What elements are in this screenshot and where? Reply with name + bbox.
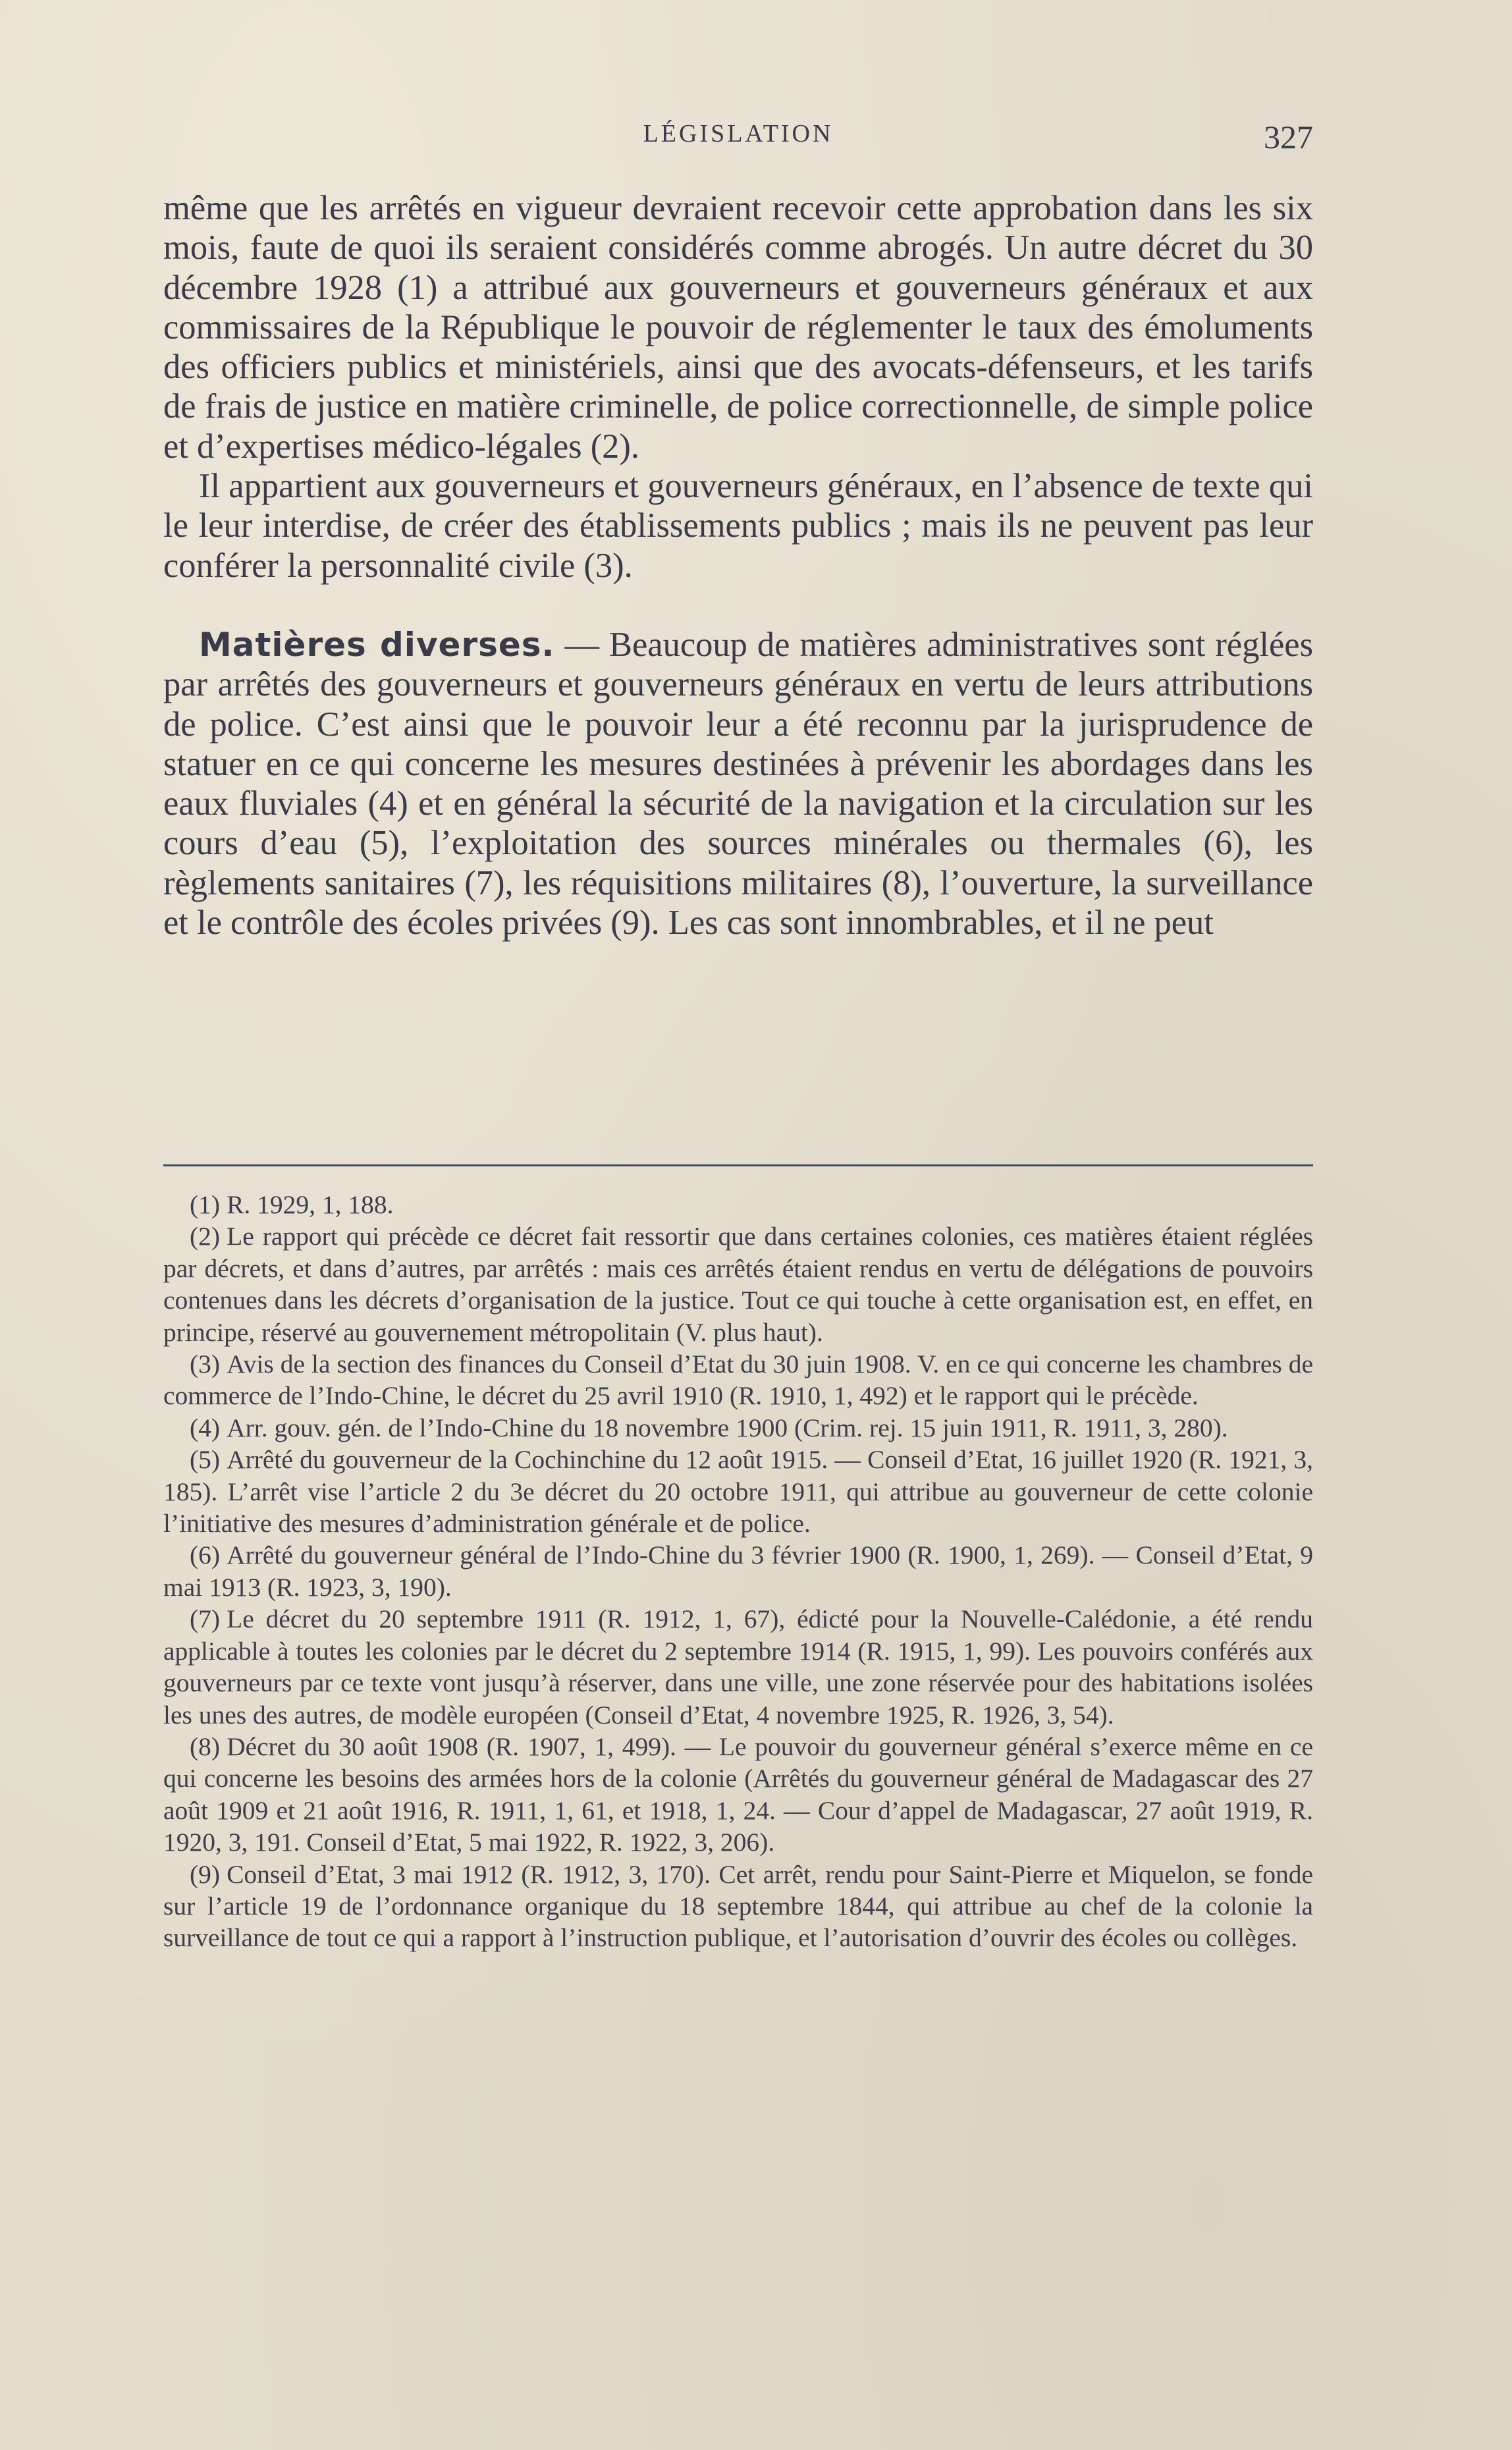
- footnote: [163, 1859, 1313, 1954]
- footnote-text: Arrêté du gouverneur général de l’Indo-Chine du 3 février 1900 (R. 1900, 1, 269). — Conseil d’Etat, 9 mai 1913 (R. 1923, 3, 190).: [163, 1540, 1313, 1602]
- footnote-marker: (5): [190, 1445, 221, 1475]
- section-heading: Matières diverses.: [199, 625, 555, 664]
- footnotes: [163, 1189, 1313, 1954]
- main-text: [163, 188, 1313, 942]
- footnote-text: Arrêté du gouverneur de la Cochinchine du 12 août 1915. — Conseil d’Etat, 16 juillet 1920 (R. 1921, 3, 185). L’arrêt vise l’article 2 du 3e décret du 20 octobre 1911, qui attribue au gouverneur de cette colonie l’initiative des mesures d’administration générale et de police.: [163, 1445, 1313, 1538]
- running-head: [163, 117, 1313, 157]
- footnote-text: Arr. gouv. gén. de l’Indo-Chine du 18 novembre 1900 (Crim. rej. 15 juin 1911, R. 1911, 3, 280).: [227, 1413, 1228, 1442]
- footnote-marker: (6): [190, 1540, 221, 1570]
- footnote-text: R. 1929, 1, 188.: [227, 1190, 394, 1219]
- footnote-text: Le décret du 20 septembre 1911 (R. 1912, 1, 67), édicté pour la Nouvelle-Calédonie, a été rendu applicable à toutes les colonies par le décret du 2 septembre 1914 (R. 1915, 1, 99). Les pouvoirs conférés aux gouverneurs par ce texte vont jusqu’à réserver, dans une ville, une zone réservée pour des habitations isolées les unes des autres, de modèle européen (Conseil d’Etat, 4 novembre 1925, R. 1926, 3, 54).: [163, 1604, 1313, 1729]
- footnote-text: Décret du 30 août 1908 (R. 1907, 1, 499). — Le pouvoir du gouverneur général s’exerce même en ce qui concerne les besoins des armées hors de la colonie (Arrêtés du gouverneur général de Madagascar des 27 août 1909 et 21 août 1916, R. 1911, 1, 61, et 1918, 1, 24. — Cour d’appel de Madagascar, 27 août 1919, R. 1920, 3, 191. Conseil d’Etat, 5 mai 1922, R. 1922, 3, 206).: [163, 1731, 1313, 1857]
- footnote-marker: (1): [190, 1190, 221, 1219]
- footnote: [163, 1444, 1313, 1539]
- footnote: [163, 1731, 1313, 1859]
- section-text: — Beaucoup de matières administratives sont réglées par arrêtés des gouverneurs et gouverneurs généraux en vertu de leurs attributions de police. C’est ainsi que le pouvoir leur a été reconnu par la jurisprudence de statuer en ce qui concerne les mesures destinées à prévenir les abordages dans les eaux fluviales (4) et en général la sécurité de la navigation et la circulation sur les cours d’eau (5), l’exploitation des sources minérales ou thermales (6), les règlements sanitaires (7), les réquisitions militaires (8), l’ouverture, la surveillance et le contrôle des écoles privées (9). Les cas sont innombrables, et il ne peut: [163, 625, 1314, 942]
- footnote-marker: (3): [190, 1349, 221, 1379]
- body-paragraph: même que les arrêtés en vigueur devraient recevoir cette approbation dans les six mois, faute de quoi ils seraient considérés comme abrogés. Un autre décret du 30 décembre 1928 (1) a attribué aux gouverneurs et gouverneurs généraux et aux commissaires de la République le pouvoir de réglementer le taux des émoluments des officiers publics et ministériels, ainsi que des avocats-défenseurs, et les tarifs de frais de justice en matière criminelle, de police correctionnelle, de simple police et d’expertises médico-légales (2).: [163, 189, 1313, 466]
- footnote-marker: (9): [190, 1859, 221, 1889]
- footnote: [163, 1220, 1313, 1348]
- footnote: [163, 1603, 1313, 1731]
- footnote-marker: (7): [190, 1604, 221, 1634]
- footnote-text: Conseil d’Etat, 3 mai 1912 (R. 1912, 3, 170). Cet arrêt, rendu pour Saint-Pierre et Miquelon, se fonde sur l’article 19 de l’ordonnance organique du 18 septembre 1844, qui attribue au chef de la colonie la surveillance de tout ce qui a rapport à l’instruction publique, et l’autorisation d’ouvrir des écoles ou collèges.: [163, 1859, 1313, 1953]
- running-title: LÉGISLATION: [643, 120, 834, 148]
- footnote-marker: (4): [190, 1413, 221, 1442]
- page-number: 327: [1264, 119, 1313, 155]
- footnote-divider: [163, 1164, 1313, 1166]
- footnote: [163, 1348, 1313, 1412]
- footnote-marker: (8): [190, 1731, 221, 1761]
- footnote: [163, 1412, 1313, 1444]
- body-paragraph: Il appartient aux gouverneurs et gouverneurs généraux, en l’absence de texte qui le leur interdise, de créer des établissements publics ; mais ils ne peuvent pas leur conférer la personnalité civile (3).: [163, 467, 1313, 585]
- footnote: [163, 1189, 1313, 1220]
- section-paragraph: [163, 625, 1313, 942]
- footnote-text: Le rapport qui précède ce décret fait ressortir que dans certaines colonies, ces matières étaient réglées par décrets, et dans d’autres, par arrêtés : mais ces arrêtés étaient rendus en vertu de délégations de pouvoirs contenues dans les décrets d’organisation de la justice. Tout ce qui touche à cette organisation est, en effet, en principe, réservé au gouvernement métropolitain (V. plus haut).: [163, 1222, 1313, 1347]
- footnote-marker: (2): [190, 1222, 221, 1251]
- footnote: [163, 1539, 1313, 1603]
- footnote-text: Avis de la section des finances du Conseil d’Etat du 30 juin 1908. V. en ce qui concerne les chambres de commerce de l’Indo-Chine, le décret du 25 avril 1910 (R. 1910, 1, 492) et le rapport qui le précède.: [163, 1349, 1313, 1411]
